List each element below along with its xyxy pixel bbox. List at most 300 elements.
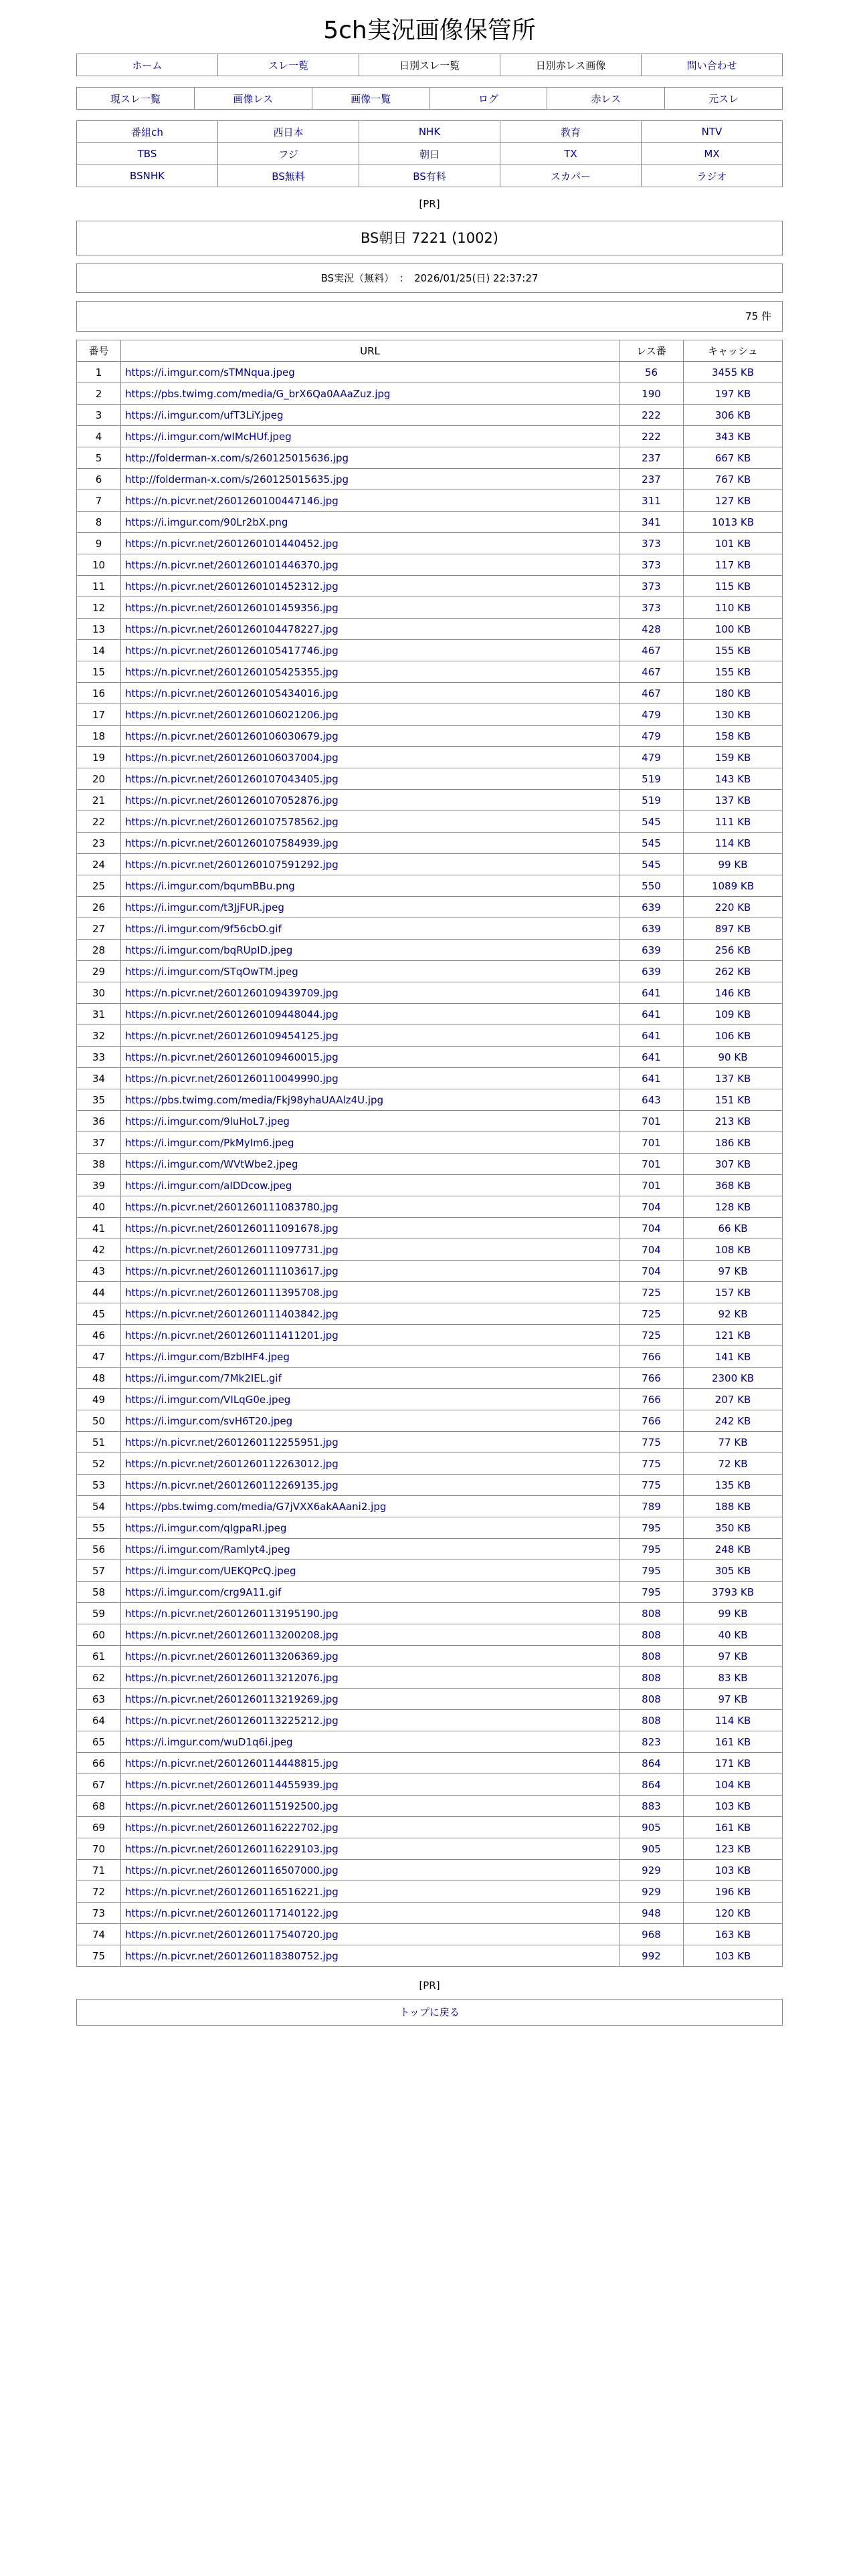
res-number-link[interactable]: 795 bbox=[642, 1586, 661, 1598]
cache-link[interactable]: 1089 KB bbox=[711, 879, 755, 892]
res-number-link[interactable]: 775 bbox=[642, 1457, 661, 1470]
image-url-link[interactable]: https://n.picvr.net/2601260111083780.jpg bbox=[125, 1200, 339, 1213]
res-number-link[interactable]: 373 bbox=[642, 601, 661, 614]
cache-link[interactable]: 111 KB bbox=[714, 815, 751, 828]
res-number-link[interactable]: 641 bbox=[642, 1051, 661, 1063]
image-url-link[interactable]: https://n.picvr.net/2601260115192500.jpg bbox=[125, 1800, 339, 1812]
res-number-link[interactable]: 704 bbox=[642, 1222, 661, 1235]
res-number-link[interactable]: 808 bbox=[642, 1628, 661, 1641]
channel-link[interactable]: スカパー bbox=[550, 170, 591, 183]
res-number-link[interactable]: 479 bbox=[642, 708, 661, 721]
image-url-link[interactable]: https://n.picvr.net/2601260101440452.jpg bbox=[125, 537, 339, 550]
res-number-link[interactable]: 948 bbox=[642, 1907, 661, 1919]
cache-link[interactable]: 155 KB bbox=[714, 665, 751, 678]
image-url-link[interactable]: https://n.picvr.net/2601260106030679.jpg bbox=[125, 730, 339, 742]
image-url-link[interactable]: https://i.imgur.com/90Lr2bX.png bbox=[125, 516, 288, 528]
cache-link[interactable]: 123 KB bbox=[714, 1842, 751, 1855]
cache-link[interactable]: 110 KB bbox=[714, 601, 751, 614]
image-url-link[interactable]: https://n.picvr.net/2601260101452312.jpg bbox=[125, 580, 339, 593]
res-number-link[interactable]: 222 bbox=[642, 409, 661, 421]
row-url-cell bbox=[121, 1689, 619, 1710]
res-number-link[interactable]: 929 bbox=[642, 1864, 661, 1876]
cache-link[interactable]: 121 KB bbox=[714, 1329, 751, 1341]
res-number-link[interactable]: 222 bbox=[642, 430, 661, 443]
image-url-link[interactable]: https://n.picvr.net/2601260114448815.jpg bbox=[125, 1757, 339, 1769]
image-url-link[interactable]: https://n.picvr.net/2601260106037004.jpg bbox=[125, 751, 339, 764]
image-url-link[interactable]: https://n.picvr.net/2601260101459356.jpg bbox=[125, 601, 339, 614]
res-number-link[interactable]: 479 bbox=[642, 751, 661, 764]
cache-link[interactable]: 897 KB bbox=[714, 922, 751, 935]
cache-link[interactable]: 120 KB bbox=[714, 1907, 751, 1919]
row-number: 2 bbox=[77, 383, 121, 405]
image-url-link[interactable]: https://n.picvr.net/2601260111395708.jpg bbox=[125, 1286, 339, 1299]
image-url-link[interactable]: https://n.picvr.net/2601260107043405.jpg bbox=[125, 772, 339, 785]
image-url-link[interactable]: https://n.picvr.net/2601260109448044.jpg bbox=[125, 1008, 339, 1021]
res-number-link[interactable]: 992 bbox=[642, 1949, 661, 1962]
image-url-link[interactable]: https://n.picvr.net/2601260117540720.jpg bbox=[125, 1928, 339, 1941]
cache-link[interactable]: 256 KB bbox=[714, 944, 751, 956]
cache-link[interactable]: 108 KB bbox=[714, 1243, 751, 1256]
res-number-link[interactable]: 701 bbox=[642, 1136, 661, 1149]
image-url-link[interactable]: https://n.picvr.net/2601260109454125.jpg bbox=[125, 1029, 339, 1042]
row-number: 11 bbox=[77, 576, 121, 597]
cache-link[interactable]: 99 KB bbox=[718, 1607, 748, 1620]
image-url-link[interactable]: https://i.imgur.com/STqOwTM.jpeg bbox=[125, 965, 298, 978]
image-url-link[interactable]: https://n.picvr.net/2601260109460015.jpg bbox=[125, 1051, 339, 1063]
cache-link[interactable]: 161 KB bbox=[714, 1821, 751, 1834]
res-number-link[interactable]: 311 bbox=[642, 494, 661, 507]
back-to-top-link[interactable]: トップに戻る bbox=[399, 2006, 460, 2018]
image-url-link[interactable]: https://i.imgur.com/Ramlyt4.jpeg bbox=[125, 1543, 290, 1555]
row-number: 47 bbox=[77, 1346, 121, 1368]
cache-link[interactable]: 262 KB bbox=[714, 965, 751, 978]
table-row bbox=[77, 512, 783, 533]
cache-link[interactable]: 161 KB bbox=[714, 1735, 751, 1748]
cache-link[interactable]: 99 KB bbox=[718, 858, 748, 871]
image-url-link[interactable]: https://n.picvr.net/2601260104478227.jpg bbox=[125, 623, 339, 635]
cache-link[interactable]: 197 KB bbox=[714, 387, 751, 400]
channel-link[interactable]: BS無料 bbox=[272, 170, 305, 183]
res-number-link[interactable]: 766 bbox=[642, 1350, 661, 1363]
row-cache-cell bbox=[684, 554, 783, 576]
res-number-link[interactable]: 639 bbox=[642, 901, 661, 914]
cache-link[interactable]: 368 KB bbox=[714, 1179, 751, 1192]
image-url-link[interactable]: https://i.imgur.com/9f56cbO.gif bbox=[125, 922, 282, 935]
res-number-link[interactable]: 795 bbox=[642, 1543, 661, 1555]
cache-link[interactable]: 104 KB bbox=[714, 1778, 751, 1791]
row-res-cell bbox=[619, 512, 684, 533]
res-number-link[interactable]: 864 bbox=[642, 1757, 661, 1769]
image-url-link[interactable]: https://i.imgur.com/t3JjFUR.jpeg bbox=[125, 901, 284, 914]
res-number-link[interactable]: 639 bbox=[642, 944, 661, 956]
image-url-link[interactable]: https://i.imgur.com/bqRUpID.jpeg bbox=[125, 944, 293, 956]
table-row bbox=[77, 1603, 783, 1624]
res-number-link[interactable]: 641 bbox=[642, 986, 661, 999]
res-number-link[interactable]: 545 bbox=[642, 815, 661, 828]
main-nav-item-link-1[interactable]: スレ一覧 bbox=[268, 59, 308, 72]
res-number-link[interactable]: 725 bbox=[642, 1329, 661, 1341]
image-url-link[interactable]: https://i.imgur.com/9luHoL7.jpeg bbox=[125, 1115, 290, 1128]
res-number-link[interactable]: 725 bbox=[642, 1307, 661, 1320]
res-number-link[interactable]: 467 bbox=[642, 665, 661, 678]
image-url-link[interactable]: https://n.picvr.net/2601260116222702.jpg bbox=[125, 1821, 339, 1834]
thread-nav-item-link-0[interactable]: 現スレ一覧 bbox=[110, 92, 161, 105]
row-url-cell bbox=[121, 619, 619, 640]
cache-link[interactable]: 135 KB bbox=[714, 1479, 751, 1491]
res-number-link[interactable]: 808 bbox=[642, 1714, 661, 1727]
cache-link[interactable]: 130 KB bbox=[714, 708, 751, 721]
cache-link[interactable]: 101 KB bbox=[714, 537, 751, 550]
row-url-cell bbox=[121, 747, 619, 768]
cache-link[interactable]: 66 KB bbox=[718, 1222, 748, 1235]
image-url-link[interactable]: https://n.picvr.net/2601260113219269.jpg bbox=[125, 1693, 339, 1705]
res-number-link[interactable]: 519 bbox=[642, 794, 661, 807]
res-number-link[interactable]: 766 bbox=[642, 1414, 661, 1427]
table-row bbox=[77, 1175, 783, 1196]
image-url-link[interactable]: https://n.picvr.net/2601260110049990.jpg bbox=[125, 1072, 339, 1085]
image-url-link[interactable]: https://n.picvr.net/2601260107578562.jpg bbox=[125, 815, 339, 828]
image-url-link[interactable]: https://i.imgur.com/crg9A11.gif bbox=[125, 1586, 282, 1598]
image-url-link[interactable]: https://n.picvr.net/2601260105434016.jpg bbox=[125, 687, 339, 700]
channel-link[interactable]: 番組ch bbox=[131, 126, 163, 138]
res-number-link[interactable]: 905 bbox=[642, 1821, 661, 1834]
image-url-link[interactable]: https://n.picvr.net/2601260107584939.jpg bbox=[125, 837, 339, 849]
res-number-link[interactable]: 190 bbox=[642, 387, 661, 400]
res-number-link[interactable]: 701 bbox=[642, 1179, 661, 1192]
res-number-link[interactable]: 808 bbox=[642, 1693, 661, 1705]
res-number-link[interactable]: 545 bbox=[642, 858, 661, 871]
res-number-link[interactable]: 704 bbox=[642, 1200, 661, 1213]
cache-link[interactable]: 180 KB bbox=[714, 687, 751, 700]
cache-link[interactable]: 92 KB bbox=[718, 1307, 748, 1320]
image-url-link[interactable]: https://n.picvr.net/2601260116516221.jpg bbox=[125, 1885, 339, 1898]
res-number-link[interactable]: 550 bbox=[642, 879, 661, 892]
main-nav-item-link-4[interactable]: 問い合わせ bbox=[686, 59, 737, 72]
image-url-link[interactable]: https://i.imgur.com/aIDDcow.jpeg bbox=[125, 1179, 292, 1192]
res-number-link[interactable]: 479 bbox=[642, 730, 661, 742]
res-number-link[interactable]: 701 bbox=[642, 1115, 661, 1128]
row-res-cell bbox=[619, 1496, 684, 1517]
cache-link[interactable]: 3793 KB bbox=[711, 1586, 755, 1598]
res-number-link[interactable]: 467 bbox=[642, 687, 661, 700]
row-number: 75 bbox=[77, 1945, 121, 1967]
cache-link[interactable]: 97 KB bbox=[718, 1650, 748, 1662]
image-url-link[interactable]: https://n.picvr.net/2601260111097731.jpg bbox=[125, 1243, 339, 1256]
row-number: 44 bbox=[77, 1282, 121, 1303]
res-number-link[interactable]: 373 bbox=[642, 580, 661, 593]
row-number: 6 bbox=[77, 469, 121, 490]
image-url-link[interactable]: https://n.picvr.net/2601260117140122.jpg bbox=[125, 1907, 339, 1919]
cache-link[interactable]: 248 KB bbox=[714, 1543, 751, 1555]
res-number-link[interactable]: 237 bbox=[642, 473, 661, 486]
cache-link[interactable]: 103 KB bbox=[714, 1949, 751, 1962]
cache-link[interactable]: 163 KB bbox=[714, 1928, 751, 1941]
image-url-link[interactable]: https://n.picvr.net/2601260101446370.jpg bbox=[125, 558, 339, 571]
row-number: 35 bbox=[77, 1089, 121, 1111]
cache-link[interactable]: 146 KB bbox=[714, 986, 751, 999]
row-cache-cell bbox=[684, 704, 783, 726]
row-cache-cell bbox=[684, 1603, 783, 1624]
row-res-cell bbox=[619, 1368, 684, 1389]
res-number-link[interactable]: 766 bbox=[642, 1372, 661, 1384]
image-url-link[interactable]: https://n.picvr.net/2601260116229103.jpg bbox=[125, 1842, 339, 1855]
cache-link[interactable]: 196 KB bbox=[714, 1885, 751, 1898]
table-row bbox=[77, 1475, 783, 1496]
res-number-link[interactable]: 968 bbox=[642, 1928, 661, 1941]
row-url-cell bbox=[121, 1796, 619, 1817]
res-number-link[interactable]: 519 bbox=[642, 772, 661, 785]
image-url-link[interactable]: https://n.picvr.net/2601260105417746.jpg bbox=[125, 644, 339, 657]
channel-link[interactable]: 教育 bbox=[560, 126, 581, 138]
cache-link[interactable]: 767 KB bbox=[714, 473, 751, 486]
image-url-link[interactable]: https://i.imgur.com/WVtWbe2.jpeg bbox=[125, 1158, 298, 1170]
channel-link[interactable]: TX bbox=[564, 148, 577, 160]
channel-nav-cell bbox=[500, 121, 642, 143]
channel-link[interactable]: NTV bbox=[701, 126, 723, 138]
image-url-link[interactable]: https://i.imgur.com/7Mk2IEL.gif bbox=[125, 1372, 282, 1384]
image-url-link[interactable]: https://i.imgur.com/UEKQPcQ.jpeg bbox=[125, 1564, 296, 1577]
image-url-link[interactable]: https://n.picvr.net/2601260107591292.jpg bbox=[125, 858, 339, 871]
res-number-link[interactable]: 929 bbox=[642, 1885, 661, 1898]
res-number-link[interactable]: 56 bbox=[644, 366, 658, 379]
res-number-link[interactable]: 905 bbox=[642, 1842, 661, 1855]
res-number-link[interactable]: 641 bbox=[642, 1072, 661, 1085]
res-number-link[interactable]: 641 bbox=[642, 1008, 661, 1021]
cache-link[interactable]: 137 KB bbox=[714, 794, 751, 807]
row-cache-cell bbox=[684, 1881, 783, 1903]
image-url-link[interactable]: https://n.picvr.net/2601260113206369.jpg bbox=[125, 1650, 339, 1662]
image-url-link[interactable]: https://n.picvr.net/2601260118380752.jpg bbox=[125, 1949, 339, 1962]
image-url-link[interactable]: https://n.picvr.net/2601260113200208.jpg bbox=[125, 1628, 339, 1641]
image-url-link[interactable]: https://n.picvr.net/2601260111411201.jpg bbox=[125, 1329, 339, 1341]
table-row bbox=[77, 918, 783, 940]
cache-link[interactable]: 242 KB bbox=[714, 1414, 751, 1427]
cache-link[interactable]: 350 KB bbox=[714, 1521, 751, 1534]
row-url-cell bbox=[121, 490, 619, 512]
row-res-cell bbox=[619, 1025, 684, 1047]
cache-link[interactable]: 114 KB bbox=[714, 1714, 751, 1727]
cache-link[interactable]: 103 KB bbox=[714, 1800, 751, 1812]
res-number-link[interactable]: 864 bbox=[642, 1778, 661, 1791]
thread-nav-item-link-4[interactable]: 赤レス bbox=[591, 92, 621, 105]
image-url-link[interactable]: https://n.picvr.net/2601260116507000.jpg bbox=[125, 1864, 339, 1876]
cache-link[interactable]: 83 KB bbox=[718, 1671, 748, 1684]
res-number-link[interactable]: 704 bbox=[642, 1243, 661, 1256]
cache-link[interactable]: 115 KB bbox=[714, 580, 751, 593]
res-number-link[interactable]: 808 bbox=[642, 1607, 661, 1620]
res-number-link[interactable]: 704 bbox=[642, 1265, 661, 1277]
res-number-link[interactable]: 808 bbox=[642, 1671, 661, 1684]
cache-link[interactable]: 77 KB bbox=[718, 1436, 748, 1448]
channel-nav-cell bbox=[77, 165, 218, 187]
image-url-link[interactable]: https://i.imgur.com/svH6T20.jpeg bbox=[125, 1414, 293, 1427]
channel-link[interactable]: 西日本 bbox=[273, 126, 304, 138]
image-url-link[interactable]: https://i.imgur.com/sTMNqua.jpeg bbox=[125, 366, 295, 379]
image-url-link[interactable]: https://i.imgur.com/PkMyIm6.jpeg bbox=[125, 1136, 294, 1149]
row-res-cell bbox=[619, 1753, 684, 1774]
res-number-link[interactable]: 795 bbox=[642, 1564, 661, 1577]
thread-nav-item-link-1[interactable]: 画像レス bbox=[233, 92, 274, 105]
row-res-cell bbox=[619, 1047, 684, 1068]
cache-link[interactable]: 141 KB bbox=[714, 1350, 751, 1363]
image-table bbox=[76, 340, 783, 1967]
cache-link[interactable]: 157 KB bbox=[714, 1286, 751, 1299]
cache-link[interactable]: 343 KB bbox=[714, 430, 751, 443]
image-url-link[interactable]: https://i.imgur.com/qIgpaRI.jpeg bbox=[125, 1521, 287, 1534]
image-url-link[interactable]: https://n.picvr.net/2601260114455939.jpg bbox=[125, 1778, 339, 1791]
cache-link[interactable]: 307 KB bbox=[714, 1158, 751, 1170]
cache-link[interactable]: 97 KB bbox=[718, 1693, 748, 1705]
image-url-link[interactable]: https://n.picvr.net/2601260112269135.jpg bbox=[125, 1479, 339, 1491]
image-url-link[interactable]: https://n.picvr.net/2601260106021206.jpg bbox=[125, 708, 339, 721]
cache-link[interactable]: 127 KB bbox=[714, 494, 751, 507]
image-url-link[interactable]: https://i.imgur.com/BzbIHF4.jpeg bbox=[125, 1350, 290, 1363]
table-row bbox=[77, 1667, 783, 1689]
cache-link[interactable]: 207 KB bbox=[714, 1393, 751, 1406]
cache-link[interactable]: 3455 KB bbox=[711, 366, 755, 379]
image-url-link[interactable]: https://i.imgur.com/wuD1q6i.jpeg bbox=[125, 1735, 293, 1748]
cache-link[interactable]: 213 KB bbox=[714, 1115, 751, 1128]
res-number-link[interactable]: 373 bbox=[642, 558, 661, 571]
cache-link[interactable]: 109 KB bbox=[714, 1008, 751, 1021]
image-url-link[interactable]: https://n.picvr.net/2601260113212076.jpg bbox=[125, 1671, 339, 1684]
channel-link[interactable]: フジ bbox=[278, 148, 298, 160]
cache-link[interactable]: 72 KB bbox=[718, 1457, 748, 1470]
res-number-link[interactable]: 545 bbox=[642, 837, 661, 849]
cache-link[interactable]: 106 KB bbox=[714, 1029, 751, 1042]
cache-link[interactable]: 137 KB bbox=[714, 1072, 751, 1085]
row-res-cell bbox=[619, 726, 684, 747]
table-row bbox=[77, 1817, 783, 1838]
res-number-link[interactable]: 808 bbox=[642, 1650, 661, 1662]
res-number-link[interactable]: 823 bbox=[642, 1735, 661, 1748]
image-url-link[interactable]: https://n.picvr.net/2601260111103617.jpg bbox=[125, 1265, 339, 1277]
row-url-cell bbox=[121, 918, 619, 940]
row-number: 15 bbox=[77, 661, 121, 683]
cache-link[interactable]: 158 KB bbox=[714, 730, 751, 742]
row-number: 14 bbox=[77, 640, 121, 661]
row-number: 32 bbox=[77, 1025, 121, 1047]
res-number-link[interactable]: 775 bbox=[642, 1479, 661, 1491]
res-number-link[interactable]: 373 bbox=[642, 537, 661, 550]
row-cache-cell bbox=[684, 1239, 783, 1261]
row-number: 24 bbox=[77, 854, 121, 875]
image-url-link[interactable]: https://n.picvr.net/2601260100447146.jpg bbox=[125, 494, 339, 507]
res-number-link[interactable]: 701 bbox=[642, 1158, 661, 1170]
res-number-link[interactable]: 883 bbox=[642, 1800, 661, 1812]
image-url-link[interactable]: https://n.picvr.net/2601260111403842.jpg bbox=[125, 1307, 339, 1320]
row-res-cell bbox=[619, 1924, 684, 1945]
res-number-link[interactable]: 766 bbox=[642, 1393, 661, 1406]
cache-link[interactable]: 100 KB bbox=[714, 623, 751, 635]
res-number-link[interactable]: 639 bbox=[642, 922, 661, 935]
channel-link[interactable]: 朝日 bbox=[419, 148, 440, 160]
image-url-link[interactable]: https://n.picvr.net/2601260112263012.jpg bbox=[125, 1457, 339, 1470]
image-url-link[interactable]: https://n.picvr.net/2601260112255951.jpg bbox=[125, 1436, 339, 1448]
image-url-link[interactable]: https://pbs.twimg.com/media/G_brX6Qa0AAaZuz.jpg bbox=[125, 387, 391, 400]
cache-link[interactable]: 306 KB bbox=[714, 409, 751, 421]
image-url-link[interactable]: https://n.picvr.net/2601260105425355.jpg bbox=[125, 665, 339, 678]
cache-link[interactable]: 159 KB bbox=[714, 751, 751, 764]
row-cache-cell bbox=[684, 661, 783, 683]
channel-link[interactable]: BSNHK bbox=[130, 170, 165, 182]
cache-link[interactable]: 220 KB bbox=[714, 901, 751, 914]
channel-link[interactable]: TBS bbox=[137, 148, 157, 160]
res-number-link[interactable]: 428 bbox=[642, 623, 661, 635]
row-cache-cell bbox=[684, 1154, 783, 1175]
cache-link[interactable]: 186 KB bbox=[714, 1136, 751, 1149]
res-number-link[interactable]: 641 bbox=[642, 1029, 661, 1042]
channel-link[interactable]: ラジオ bbox=[696, 170, 727, 183]
cache-link[interactable]: 143 KB bbox=[714, 772, 751, 785]
image-url-link[interactable]: https://pbs.twimg.com/media/Fkj98yhaUAAlz4U.jpg bbox=[125, 1093, 384, 1106]
res-number-link[interactable]: 341 bbox=[642, 516, 661, 528]
main-nav-item-label-2: 日別スレ一覧 bbox=[399, 59, 460, 72]
cache-link[interactable]: 151 KB bbox=[714, 1093, 751, 1106]
cache-link[interactable]: 90 KB bbox=[718, 1051, 748, 1063]
res-number-link[interactable]: 467 bbox=[642, 644, 661, 657]
thread-nav-item-link-2[interactable]: 画像一覧 bbox=[351, 92, 391, 105]
cache-link[interactable]: 667 KB bbox=[714, 451, 751, 464]
cache-link[interactable]: 171 KB bbox=[714, 1757, 751, 1769]
cache-link[interactable]: 114 KB bbox=[714, 837, 751, 849]
thread-nav-item-link-5[interactable]: 元スレ bbox=[708, 92, 739, 105]
image-url-link[interactable]: http://folderman-x.com/s/260125015636.jpg bbox=[125, 451, 349, 464]
row-url-cell bbox=[121, 1710, 619, 1731]
row-cache-cell bbox=[684, 747, 783, 768]
main-nav-item-link-0[interactable]: ホーム bbox=[132, 59, 163, 72]
image-url-link[interactable]: https://i.imgur.com/ufT3LiY.jpeg bbox=[125, 409, 284, 421]
channel-link[interactable]: NHK bbox=[418, 126, 441, 138]
channel-link[interactable]: BS有料 bbox=[413, 170, 446, 183]
image-url-link[interactable]: https://i.imgur.com/wIMcHUf.jpeg bbox=[125, 430, 292, 443]
image-url-link[interactable]: https://pbs.twimg.com/media/G7jVXX6akAAani2.jpg bbox=[125, 1500, 387, 1513]
cache-link[interactable]: 2300 KB bbox=[711, 1372, 755, 1384]
res-number-link[interactable]: 639 bbox=[642, 965, 661, 978]
cache-link[interactable]: 117 KB bbox=[714, 558, 751, 571]
image-url-link[interactable]: http://folderman-x.com/s/260125015635.jpg bbox=[125, 473, 349, 486]
res-number-link[interactable]: 795 bbox=[642, 1521, 661, 1534]
image-url-link[interactable]: https://n.picvr.net/2601260113195190.jpg bbox=[125, 1607, 339, 1620]
channel-nav-row bbox=[77, 121, 783, 143]
row-number: 63 bbox=[77, 1689, 121, 1710]
res-number-link[interactable]: 725 bbox=[642, 1286, 661, 1299]
image-url-link[interactable]: https://n.picvr.net/2601260113225212.jpg bbox=[125, 1714, 339, 1727]
res-number-link[interactable]: 643 bbox=[642, 1093, 661, 1106]
image-url-link[interactable]: https://n.picvr.net/2601260109439709.jpg bbox=[125, 986, 339, 999]
cache-link[interactable]: 103 KB bbox=[714, 1864, 751, 1876]
cache-link[interactable]: 40 KB bbox=[718, 1628, 748, 1641]
channel-link[interactable]: MX bbox=[704, 148, 720, 160]
cache-link[interactable]: 305 KB bbox=[714, 1564, 751, 1577]
res-number-link[interactable]: 775 bbox=[642, 1436, 661, 1448]
image-url-link[interactable]: https://i.imgur.com/VILqG0e.jpeg bbox=[125, 1393, 291, 1406]
cache-link[interactable]: 128 KB bbox=[714, 1200, 751, 1213]
pr-label: [PR] bbox=[419, 198, 440, 210]
footer-pr-label: [PR] bbox=[419, 1979, 440, 1992]
cache-link[interactable]: 97 KB bbox=[718, 1265, 748, 1277]
cache-link[interactable]: 1013 KB bbox=[711, 516, 755, 528]
cache-link[interactable]: 155 KB bbox=[714, 644, 751, 657]
res-number-link[interactable]: 237 bbox=[642, 451, 661, 464]
cache-link[interactable]: 188 KB bbox=[714, 1500, 751, 1513]
image-url-link[interactable]: https://i.imgur.com/bqumBBu.png bbox=[125, 879, 295, 892]
res-number-link[interactable]: 789 bbox=[642, 1500, 661, 1513]
image-url-link[interactable]: https://n.picvr.net/2601260111091678.jpg bbox=[125, 1222, 339, 1235]
thread-nav-item-link-3[interactable]: ログ bbox=[478, 92, 498, 105]
row-cache-cell bbox=[684, 1432, 783, 1453]
image-url-link[interactable]: https://n.picvr.net/2601260107052876.jpg bbox=[125, 794, 339, 807]
